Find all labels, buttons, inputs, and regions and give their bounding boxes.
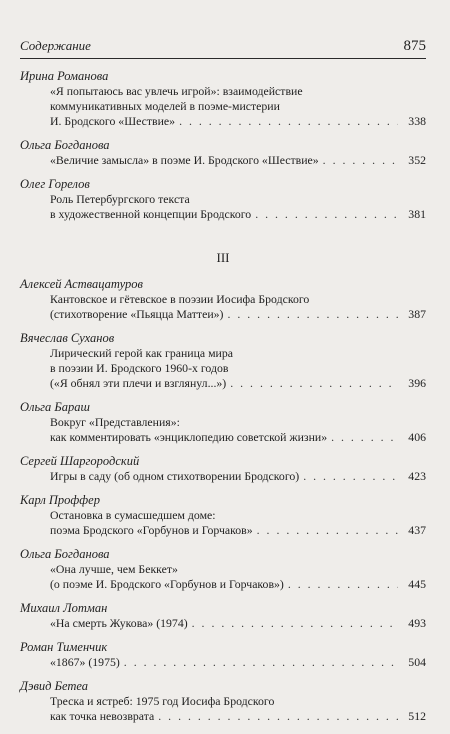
dot-leader <box>257 523 398 538</box>
entry-title-line: «Я попытаюсь вас увлечь игрой»: взаимодействие <box>50 84 303 98</box>
entry-author: Олег Горелов <box>20 177 90 191</box>
dot-leader <box>179 114 398 129</box>
dot-leader <box>323 153 398 168</box>
toc-entry[interactable] <box>20 639 426 670</box>
entry-title-last-line <box>50 469 426 484</box>
entry-title-line: «1867» (1975) <box>50 655 120 669</box>
dot-leader <box>192 616 398 631</box>
entry-title <box>50 192 426 222</box>
page-number: 875 <box>403 38 426 54</box>
entry-title-line: Игры в саду (об одном стихотворении Бродского) <box>50 469 300 483</box>
entry-author: Роман Тименчик <box>20 640 108 654</box>
entry-title <box>50 346 426 391</box>
entry-title <box>50 469 426 484</box>
entry-title-last-line <box>50 376 426 391</box>
entry-title-line: Кантовское и гётевское в поэзии Иосифа Бродского <box>50 292 310 306</box>
entry-title-line: Вокруг «Представления»: <box>50 415 180 429</box>
entry-page-number: 504 <box>408 655 426 669</box>
toc-entry[interactable] <box>20 399 426 445</box>
entry-title-last-line <box>50 655 426 670</box>
toc-entry[interactable] <box>20 600 426 631</box>
toc-entry[interactable] <box>20 176 426 222</box>
entry-title-last-line <box>50 153 426 168</box>
entry-title-line: («Я обнял эти плечи и взглянул...») <box>50 376 227 390</box>
entry-title <box>50 292 426 322</box>
entry-title-line: Роль Петербургского текста <box>50 192 190 206</box>
entry-title <box>50 616 426 631</box>
entry-title-line: Остановка в сумасшедшем доме: <box>50 508 216 522</box>
toc-entry[interactable] <box>20 453 426 484</box>
entry-title-last-line <box>50 577 426 592</box>
entry-title-line: (стихотворение «Пьяцца Маттеи») <box>50 307 224 321</box>
entry-title-line: «Она лучше, чем Беккет» <box>50 562 178 576</box>
dot-leader <box>255 207 398 222</box>
entry-title-last-line <box>50 207 426 222</box>
entry-title-last-line <box>50 307 426 322</box>
entry-title-line: (о поэме И. Бродского «Горбунов и Горчаков») <box>50 577 284 591</box>
entry-author: Ольга Богданова <box>20 547 110 561</box>
entry-author: Ольга Богданова <box>20 138 110 152</box>
entry-page-number: 396 <box>408 376 426 390</box>
entry-title-line: как комментировать «энциклопедию советской жизни» <box>50 430 328 444</box>
toc-entry[interactable] <box>20 137 426 168</box>
entry-author: Сергей Шаргородский <box>20 454 140 468</box>
entry-title-line: Треска и ястреб: 1975 год Иосифа Бродского <box>50 694 275 708</box>
toc-entry[interactable] <box>20 546 426 592</box>
entry-page-number: 423 <box>408 469 426 483</box>
toc-entry[interactable] <box>20 678 426 724</box>
entry-title-line: «На смерть Жукова» (1974) <box>50 616 188 630</box>
entry-page-number: 437 <box>408 523 426 537</box>
toc-entry[interactable] <box>20 330 426 391</box>
entry-title <box>50 153 426 168</box>
dot-leader <box>331 430 398 445</box>
entry-page-number: 338 <box>408 114 426 128</box>
toc-entry[interactable] <box>20 276 426 322</box>
entry-author: Дэвид Бетеа <box>20 679 89 693</box>
dot-leader <box>227 307 398 322</box>
dot-leader <box>288 577 398 592</box>
entry-author: Алексей Аствацатуров <box>20 277 143 291</box>
entry-title <box>50 694 426 724</box>
entry-author: Карл Проффер <box>20 493 100 507</box>
entry-title <box>50 415 426 445</box>
entry-title <box>50 562 426 592</box>
entry-author: Ольга Бараш <box>20 400 90 414</box>
entry-page-number: 493 <box>408 616 426 630</box>
entry-title-line: коммуникативных моделей в поэме-мистерии <box>50 99 280 113</box>
running-header <box>20 38 426 59</box>
dot-leader <box>303 469 398 484</box>
entry-title <box>50 655 426 670</box>
entry-title-line: поэма Бродского «Горбунов и Горчаков» <box>50 523 253 537</box>
entry-title-last-line <box>50 114 426 129</box>
entry-author: Михаил Лотман <box>20 601 108 615</box>
toc-entry[interactable] <box>20 492 426 538</box>
entry-title-line: в художественной концепции Бродского <box>50 207 252 221</box>
section-heading: III <box>216 250 230 265</box>
table-of-contents <box>20 60 426 724</box>
entry-title-line: И. Бродского «Шествие» <box>50 114 176 128</box>
dot-leader <box>230 376 398 391</box>
dot-leader <box>158 709 398 724</box>
entry-title <box>50 84 426 129</box>
entry-author: Ирина Романова <box>20 69 109 83</box>
entry-title-line: «Величие замысла» в поэме И. Бродского «Шествие» <box>50 153 319 167</box>
entry-page-number: 406 <box>408 430 426 444</box>
entry-page-number: 445 <box>408 577 426 591</box>
entry-page-number: 381 <box>408 207 426 221</box>
entry-title-last-line <box>50 523 426 538</box>
entry-page-number: 352 <box>408 153 426 167</box>
toc-entry[interactable] <box>20 68 426 129</box>
entry-title-last-line <box>50 709 426 724</box>
entry-title-line: как точка невозврата <box>50 709 155 723</box>
entry-page-number: 387 <box>408 307 426 321</box>
entry-title-line: Лирический герой как граница мира <box>50 346 233 360</box>
entry-title-line: в поэзии И. Бродского 1960-х годов <box>50 361 229 375</box>
entry-title <box>50 508 426 538</box>
running-header-title: Содержание <box>20 38 91 53</box>
entry-author: Вячеслав Суханов <box>20 331 115 345</box>
entry-page-number: 512 <box>408 709 426 723</box>
entry-title-last-line <box>50 616 426 631</box>
entry-title-last-line <box>50 430 426 445</box>
dot-leader <box>124 655 398 670</box>
